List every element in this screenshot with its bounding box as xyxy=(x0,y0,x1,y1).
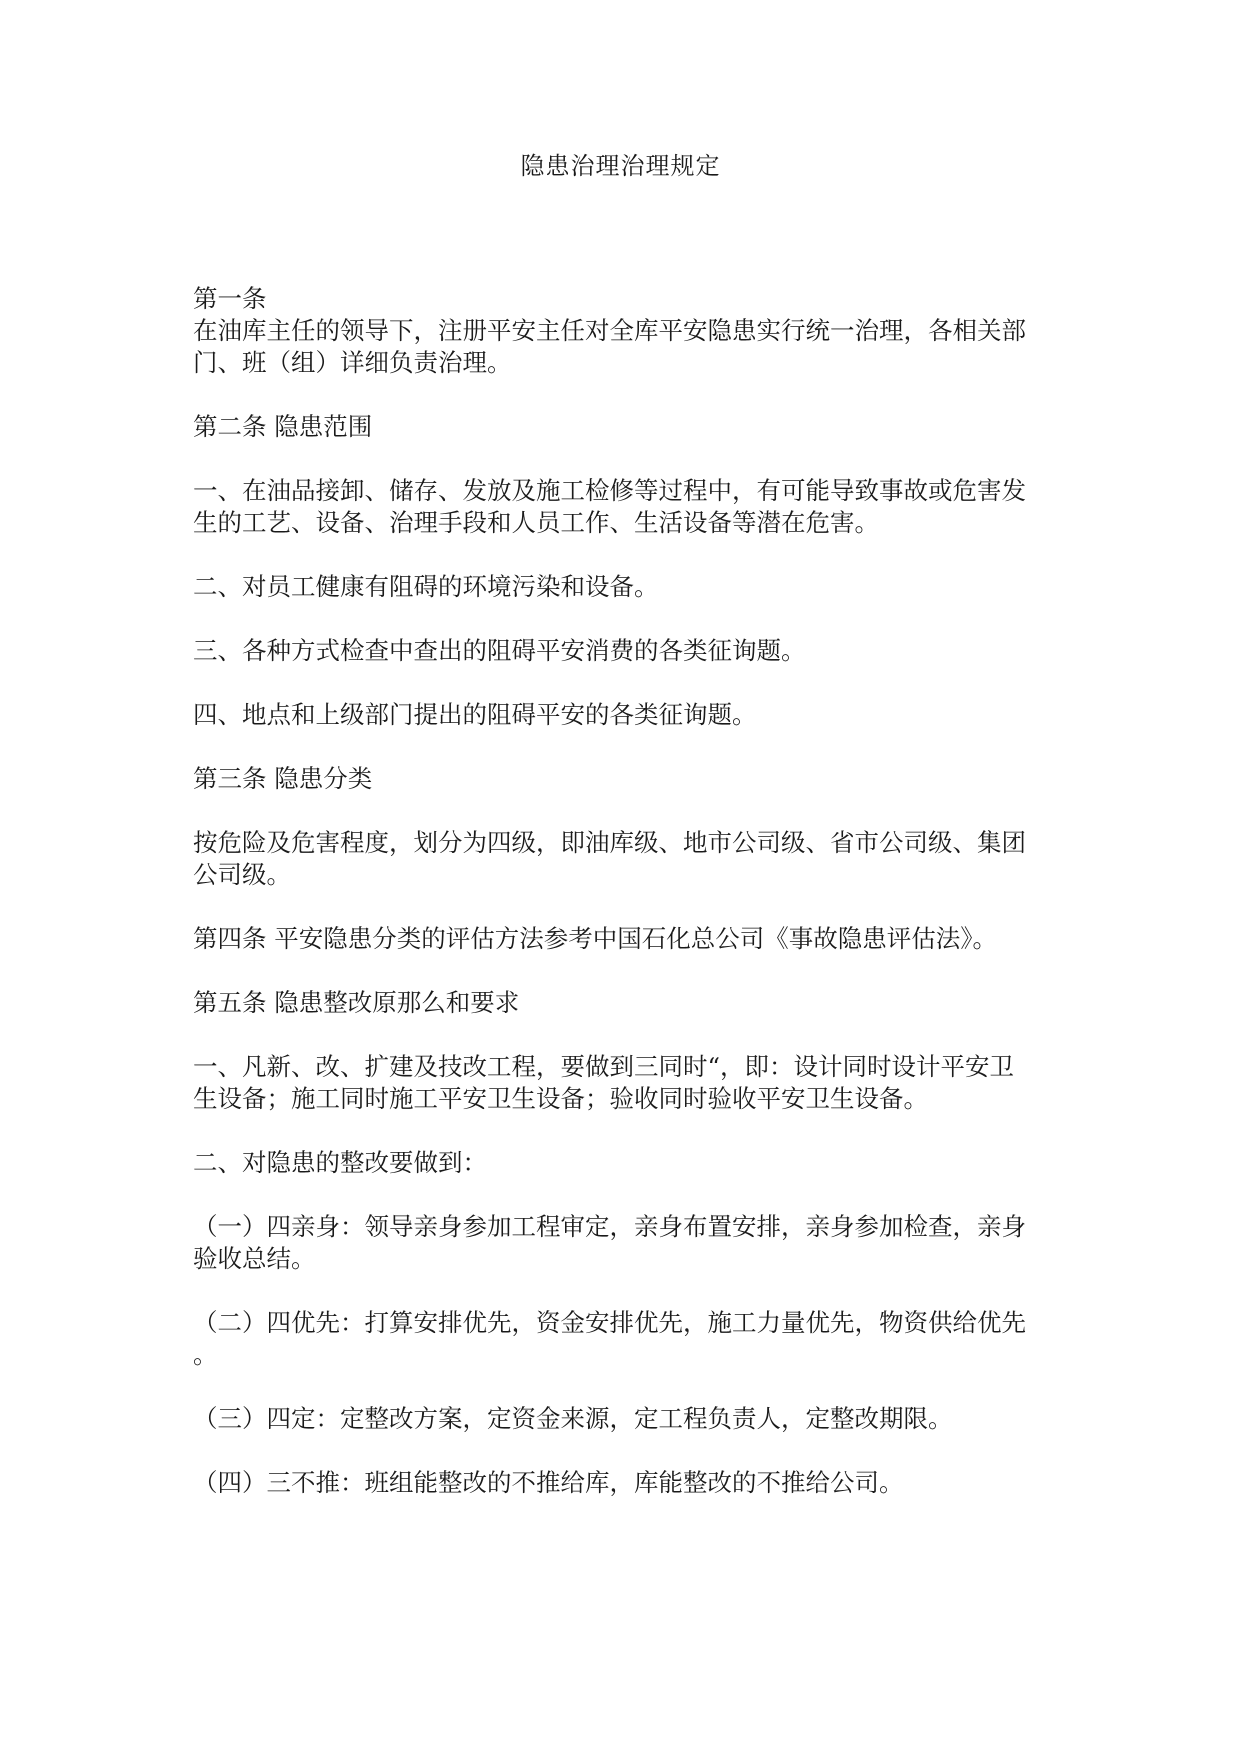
article-3-text-line: 按危险及危害程度，划分为四级，即油库级、地市公司级、省市公司级、集团 xyxy=(193,828,1026,857)
article-2-item-4: 四、地点和上级部门提出的阻碍平安的各类征询题。 xyxy=(193,700,757,729)
document-title: 隐患治理治理规定 xyxy=(520,152,721,180)
article-5-item-2: 二、对隐患的整改要做到： xyxy=(193,1148,487,1177)
article-5-sub-3: （三）四定：定整改方案，定资金来源，定工程负责人，定整改期限。 xyxy=(193,1404,953,1433)
article-5-sub-2 xyxy=(193,1307,1053,1371)
article-3-heading: 第三条 隐患分类 xyxy=(193,764,373,793)
article-5-sub-1-line: 验收总结。 xyxy=(193,1244,316,1273)
article-2-item-3: 三、各种方式检查中查出的阻碍平安消费的各类征询题。 xyxy=(193,636,806,665)
article-1-text-line: 门、班（组）详细负责治理。 xyxy=(193,348,512,377)
article-5-item-1-line: 一、凡新、改、扩建及技改工程，要做到三同时“，即：设计同时设计平安卫 xyxy=(193,1052,1015,1081)
article-3-text-line: 公司级。 xyxy=(193,860,291,889)
article-5-item-1-line: 生设备；施工同时施工平安卫生设备；验收同时验收平安卫生设备。 xyxy=(193,1084,928,1113)
article-4-heading: 第四条 平安隐患分类的评估方法参考中国石化总公司《事故隐患评估法》。 xyxy=(193,924,998,953)
article-2-item-1-line: 生的工艺、设备、治理手段和人员工作、生活设备等潜在危害。 xyxy=(193,508,879,537)
document-body xyxy=(193,283,1053,1531)
article-5-heading: 第五条 隐患整改原那么和要求 xyxy=(193,988,520,1017)
article-5-sub-2-line: （二）四优先：打算安排优先，资金安排优先，施工力量优先，物资供给优先 xyxy=(193,1308,1026,1337)
article-5-sub-2-line: 。 xyxy=(193,1340,218,1369)
article-2-item-2: 二、对员工健康有阻碍的环境污染和设备。 xyxy=(193,572,659,601)
article-1-text-line: 在油库主任的领导下，注册平安主任对全库平安隐患实行统一治理，各相关部 xyxy=(193,316,1026,345)
article-5-sub-1 xyxy=(193,1211,1053,1275)
article-1-text xyxy=(193,315,1053,379)
article-2-item-1 xyxy=(193,475,1053,539)
article-5-sub-4: （四）三不推：班组能整改的不推给库，库能整改的不推给公司。 xyxy=(193,1468,904,1497)
article-5-item-1 xyxy=(193,1051,1053,1115)
article-2-heading: 第二条 隐患范围 xyxy=(193,412,373,441)
article-5-sub-1-line: （一）四亲身：领导亲身参加工程审定，亲身布置安排，亲身参加检查，亲身 xyxy=(193,1212,1026,1241)
article-3-text xyxy=(193,827,1053,891)
article-1-heading: 第一条 xyxy=(193,284,267,313)
article-2-item-1-line: 一、在油品接卸、储存、发放及施工检修等过程中，有可能导致事故或危害发 xyxy=(193,476,1026,505)
